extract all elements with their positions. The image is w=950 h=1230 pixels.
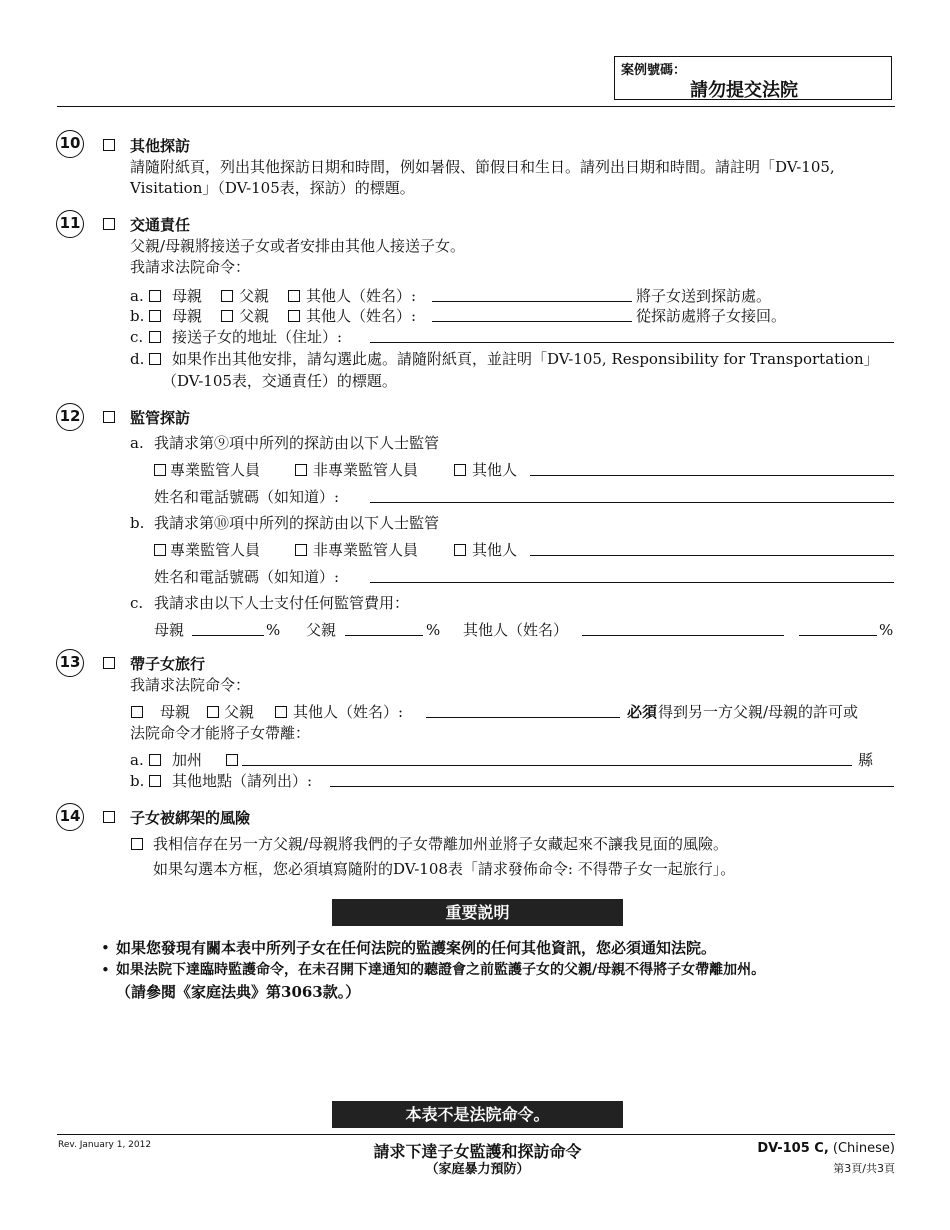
item14-line1: 我相信存在另一方父親/母親將我們的子女帶離加州並將子女藏起來不讓我見面的風險。 bbox=[153, 835, 729, 853]
item13-father-label: 父親 bbox=[224, 703, 255, 721]
item12-fee-father-label: 父親 bbox=[306, 621, 337, 639]
item13-tail2: 法院命令才能將子女帶離： bbox=[130, 724, 311, 742]
item13-other-label: 其他人（姓名）: bbox=[293, 703, 404, 721]
item13-mother-label: 母親 bbox=[160, 703, 191, 721]
form-id-line bbox=[645, 1141, 895, 1156]
item11-a-name-field[interactable] bbox=[432, 301, 632, 302]
item12-b-professional-checkbox[interactable] bbox=[154, 544, 166, 556]
item12-fee-father-field[interactable] bbox=[345, 635, 423, 636]
item10-title: 其他探訪 bbox=[130, 137, 191, 155]
notice-bullet2-dot: • bbox=[101, 961, 110, 979]
item12-c-text: 我請求由以下人士支付任何監管費用： bbox=[154, 594, 410, 612]
item12-b-professional-label: 專業監管人員 bbox=[170, 541, 261, 559]
page-number: 第3頁/共3頁 bbox=[833, 1162, 895, 1175]
item12-a-text: 我請求第⑨項中所列的探訪由以下人士監管 bbox=[154, 434, 440, 452]
item13-a-county-checkbox[interactable] bbox=[226, 754, 238, 766]
item12-a-other-checkbox[interactable] bbox=[454, 464, 466, 476]
item14-line2: 如果勾選本方框，您必須填寫隨附的DV-108表「請求發佈命令: 不得帶子女一起旅行」。 bbox=[153, 860, 736, 878]
item12-fee-mother-field[interactable] bbox=[192, 635, 264, 636]
item11-title: 交通責任 bbox=[130, 216, 191, 234]
item11-b-name-field[interactable] bbox=[432, 321, 632, 322]
item11-b-father-label: 父親 bbox=[239, 307, 270, 325]
item12-a-professional-label: 專業監管人員 bbox=[170, 461, 261, 479]
item12-checkbox[interactable] bbox=[103, 411, 115, 423]
item13-father-checkbox[interactable] bbox=[207, 706, 219, 718]
item11-intro-2: 我請求法院命令： bbox=[130, 258, 251, 276]
item11-d-letter: d. bbox=[130, 350, 145, 368]
item12-a-non-professional-label: 非專業監管人員 bbox=[313, 461, 419, 479]
item12-b-other-label: 其他人 bbox=[472, 541, 518, 559]
item12-b-non-professional-checkbox[interactable] bbox=[295, 544, 307, 556]
item11-d-line1: 如果作出其他安排，請勾選此處。請隨附紙頁，並註明「DV-105, Responsibility for Transportation」 bbox=[172, 350, 879, 368]
form-id: DV-105 C, bbox=[757, 1141, 829, 1156]
item12-b-letter: b. bbox=[130, 514, 145, 532]
item12-a-other-field[interactable] bbox=[530, 475, 894, 476]
item11-c-address-field[interactable] bbox=[370, 342, 894, 343]
item12-fee-other-percent-field[interactable] bbox=[799, 635, 877, 636]
item11-d-line2: （DV-105表，交通責任）的標題。 bbox=[162, 372, 397, 390]
item12-fee-mother-label: 母親 bbox=[154, 621, 185, 639]
item10-body-line2: Visitation」（DV-105表，探訪）的標題。 bbox=[130, 179, 415, 197]
item13-other-name-field[interactable] bbox=[426, 717, 620, 718]
item11-checkbox[interactable] bbox=[103, 218, 115, 230]
item11-a-tail: 將子女送到探訪處。 bbox=[636, 287, 772, 305]
item12-fee-other-percent: % bbox=[879, 621, 894, 639]
item12-fee-other-name-field[interactable] bbox=[582, 635, 784, 636]
notice-bullet1: 如果您發現有關本表中所列子女在任何法院的監護案例的任何其他資訊，您必須通知法院。 bbox=[116, 939, 717, 957]
item13-must: 必須 bbox=[627, 703, 658, 721]
item12-b-name-phone-field[interactable] bbox=[370, 582, 894, 583]
item13-b-other-field[interactable] bbox=[330, 786, 894, 787]
item11-b-tail: 從探訪處將子女接回。 bbox=[636, 307, 787, 325]
item13-a-label: 加州 bbox=[172, 751, 203, 769]
item13-mother-checkbox[interactable] bbox=[131, 706, 143, 718]
item12-a-professional-checkbox[interactable] bbox=[154, 464, 166, 476]
item11-c-checkbox[interactable] bbox=[149, 331, 161, 343]
item11-intro-1: 父親/母親將接送子女或者安排由其他人接送子女。 bbox=[130, 237, 466, 255]
item-number-11: 11 bbox=[56, 210, 84, 238]
item12-a-non-professional-checkbox[interactable] bbox=[295, 464, 307, 476]
item11-a-father-label: 父親 bbox=[239, 287, 270, 305]
item13-title: 帶子女旅行 bbox=[130, 655, 206, 673]
item14-risk-checkbox[interactable] bbox=[131, 838, 143, 850]
revision-date: Rev. January 1, 2012 bbox=[58, 1140, 152, 1150]
item13-a-california-checkbox[interactable] bbox=[149, 754, 161, 766]
item12-b-non-professional-label: 非專業監管人員 bbox=[313, 541, 419, 559]
notice-bullet2-cont: （請參閱《家庭法典》第3063款。） bbox=[116, 983, 361, 1001]
item12-c-letter: c. bbox=[130, 594, 144, 612]
item-number-13: 13 bbox=[56, 649, 84, 677]
item10-body-line1: 請隨附紙頁，列出其他探訪日期和時間，例如暑假、節假日和生日。請列出日期和時間。請註明「DV-105, bbox=[130, 158, 835, 176]
footer-rule bbox=[57, 1134, 895, 1135]
item11-b-mother-checkbox[interactable] bbox=[149, 310, 161, 322]
item12-b-other-checkbox[interactable] bbox=[454, 544, 466, 556]
item12-a-letter: a. bbox=[130, 434, 144, 452]
item11-c-letter: c. bbox=[130, 328, 144, 346]
item13-b-label: 其他地點（請列出）: bbox=[172, 772, 313, 790]
item11-b-letter: b. bbox=[130, 307, 145, 325]
footer-title: 請求下達子女監護和探訪命令 bbox=[373, 1142, 582, 1161]
item12-b-name-phone-label: 姓名和電話號碼（如知道）: bbox=[154, 568, 340, 586]
item11-a-letter: a. bbox=[130, 287, 144, 305]
item11-a-other-checkbox[interactable] bbox=[288, 290, 300, 302]
item13-tail1: 得到另一方父親/母親的許可或 bbox=[658, 703, 859, 721]
item11-b-other-label: 其他人（姓名）: bbox=[306, 307, 417, 325]
item14-title: 子女被綁架的風險 bbox=[130, 809, 251, 827]
item13-a-letter: a. bbox=[130, 751, 144, 769]
item11-a-father-checkbox[interactable] bbox=[221, 290, 233, 302]
item-number-14: 14 bbox=[56, 803, 84, 831]
not-court-order-banner: 本表不是法院命令。 bbox=[332, 1101, 623, 1128]
item13-a-county-label: 縣 bbox=[858, 751, 874, 769]
notice-bullet1-dot: • bbox=[101, 939, 110, 957]
item14-checkbox[interactable] bbox=[103, 811, 115, 823]
item-number-12: 12 bbox=[56, 403, 84, 431]
item13-b-letter: b. bbox=[130, 772, 145, 790]
item12-fee-other-label: 其他人（姓名） bbox=[463, 621, 569, 639]
item11-a-other-label: 其他人（姓名）: bbox=[306, 287, 417, 305]
item11-a-mother-label: 母親 bbox=[172, 287, 203, 305]
item11-c-label: 接送子女的地址（住址）: bbox=[172, 328, 343, 346]
item12-a-name-phone-field[interactable] bbox=[370, 502, 894, 503]
notice-banner: 重要説明 bbox=[332, 899, 623, 926]
item10-checkbox[interactable] bbox=[103, 139, 115, 151]
item12-a-name-phone-label: 姓名和電話號碼（如知道）: bbox=[154, 488, 340, 506]
item12-a-other-label: 其他人 bbox=[472, 461, 518, 479]
item13-b-checkbox[interactable] bbox=[149, 775, 161, 787]
item11-d-checkbox[interactable] bbox=[149, 353, 161, 365]
notice-bullet2: 如果法院下達臨時監護命令，在未召開下達通知的聽證會之前監護子女的父親/母親不得將子女帶離加州。 bbox=[116, 962, 766, 978]
item13-intro: 我請求法院命令： bbox=[130, 676, 251, 694]
item12-fee-father-percent: % bbox=[426, 621, 441, 639]
item11-b-father-checkbox[interactable] bbox=[221, 310, 233, 322]
do-not-file-label: 請勿提交法院 bbox=[690, 80, 798, 101]
item-number-10: 10 bbox=[56, 130, 84, 158]
item11-a-mother-checkbox[interactable] bbox=[149, 290, 161, 302]
item13-a-county-field[interactable] bbox=[242, 765, 852, 766]
item12-fee-mother-percent: % bbox=[266, 621, 281, 639]
item12-b-text: 我請求第⑩項中所列的探訪由以下人士監管 bbox=[154, 514, 440, 532]
item12-b-other-field[interactable] bbox=[530, 555, 894, 556]
item11-b-other-checkbox[interactable] bbox=[288, 310, 300, 322]
case-number-label: 案例號碼： bbox=[621, 63, 687, 78]
item11-b-mother-label: 母親 bbox=[172, 307, 203, 325]
item12-title: 監管探訪 bbox=[130, 409, 191, 427]
header-rule bbox=[57, 106, 895, 107]
form-language: (Chinese) bbox=[832, 1141, 895, 1156]
footer-subtitle: （家庭暴力預防） bbox=[425, 1162, 530, 1177]
item13-other-checkbox[interactable] bbox=[275, 706, 287, 718]
item13-checkbox[interactable] bbox=[103, 657, 115, 669]
